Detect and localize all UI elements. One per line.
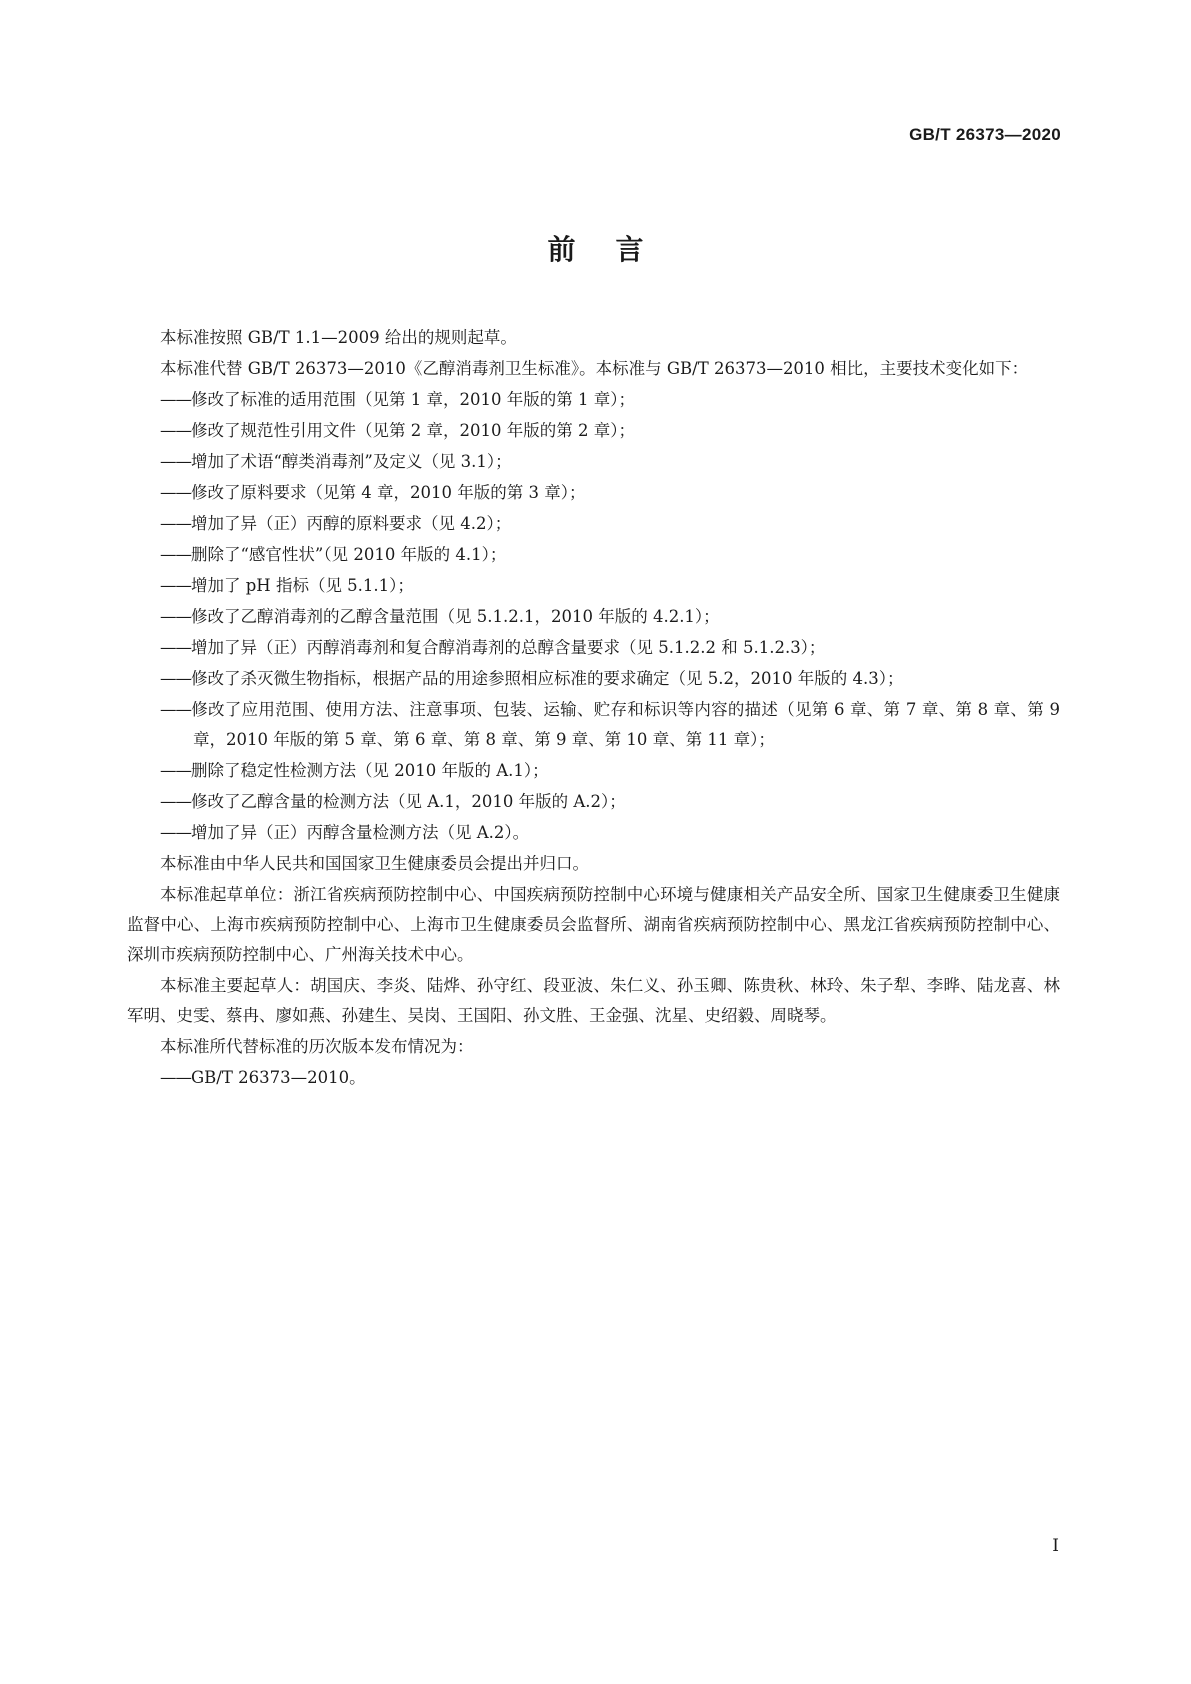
list-item (127, 385, 1060, 415)
list-item-text: 增加了术语“醇类消毒剂”及定义（见 3.1）； (191, 452, 512, 471)
dash-marker: —— (160, 390, 191, 409)
dash-marker: —— (160, 823, 191, 842)
dash-marker: —— (160, 761, 191, 780)
list-item-text: 增加了异（正）丙醇消毒剂和复合醇消毒剂的总醇含量要求（见 5.1.2.2 和 5.1.2.3）； (191, 638, 826, 657)
list-item (127, 756, 1060, 786)
list-item (127, 416, 1060, 446)
proposing-authority-paragraph: 本标准由中华人民共和国国家卫生健康委员会提出并归口。 (160, 854, 589, 873)
dash-marker: —— (160, 483, 191, 502)
list-item (127, 664, 1060, 694)
changes-list (127, 385, 1060, 848)
list-item-text: 修改了规范性引用文件（见第 2 章，2010 年版的第 2 章）； (191, 421, 635, 440)
list-item (127, 633, 1060, 663)
dash-marker: —— (160, 792, 191, 811)
list-item (127, 1063, 1060, 1093)
dash-marker: —— (160, 669, 191, 688)
list-item-text: 增加了异（正）丙醇的原料要求（见 4.2）； (191, 514, 512, 533)
list-item-text: 增加了异（正）丙醇含量检测方法（见 A.2）。 (191, 823, 530, 842)
page-title: 前言 (547, 233, 684, 266)
list-item (127, 571, 1060, 601)
list-item (127, 447, 1060, 477)
replacement-paragraph: 本标准代替 GB/T 26373—2010《乙醇消毒剂卫生标准》。本标准与 GB/T 26373—2010 相比，主要技术变化如下： (160, 359, 1029, 378)
dash-marker: —— (160, 545, 191, 564)
version-history-paragraph: 本标准所代替标准的历次版本发布情况为： (160, 1037, 474, 1056)
list-item (127, 602, 1060, 632)
list-item (127, 540, 1060, 570)
dash-marker: —— (160, 576, 191, 595)
list-item-text: 修改了原料要求（见第 4 章，2010 年版的第 3 章）； (191, 483, 586, 502)
list-item-text: 删除了稳定性检测方法（见 2010 年版的 A.1）； (191, 761, 549, 780)
dash-marker: —— (160, 607, 191, 626)
dash-marker: —— (160, 514, 191, 533)
list-item-text: 修改了应用范围、使用方法、注意事项、包装、运输、贮存和标识等内容的描述（见第 6 章、第 7 章、第 8 章、第 9 章，2010 年版的第 5 章、第 6 章、第 8 章、第 9 章、第 10 章、第 11 章）； (191, 700, 1060, 749)
previous-versions-list (127, 1063, 1060, 1093)
list-item-text: GB/T 26373—2010。 (191, 1068, 366, 1087)
dash-marker: —— (160, 1068, 191, 1087)
list-item-text: 修改了标准的适用范围（见第 1 章，2010 年版的第 1 章）； (191, 390, 635, 409)
drafting-rules-paragraph: 本标准按照 GB/T 1.1—2009 给出的规则起草。 (160, 328, 517, 347)
list-item (127, 509, 1060, 539)
list-item-text: 修改了乙醇含量的检测方法（见 A.1，2010 年版的 A.2）； (191, 792, 626, 811)
list-item-text: 删除了“感官性状”（见 2010 年版的 4.1）； (191, 545, 507, 564)
list-item-text: 修改了乙醇消毒剂的乙醇含量范围（见 5.1.2.1，2010 年版的 4.2.1）； (191, 607, 720, 626)
list-item (127, 787, 1060, 817)
drafters-paragraph: 本标准主要起草人：胡国庆、李炎、陆烨、孙守红、段亚波、朱仁义、孙玉卿、陈贵秋、林玲、朱子犁、李晔、陆龙喜、林军明、史雯、蔡冉、廖如燕、孙建生、吴岗、王国阳、孙文胜、王金强、沈星、史绍毅、周晓琴。 (127, 976, 1060, 1025)
dash-marker: —— (160, 700, 191, 719)
foreword-body (127, 323, 1060, 1094)
list-item-text: 增加了 pH 指标（见 5.1.1）； (191, 576, 414, 595)
dash-marker: —— (160, 421, 191, 440)
page-number: I (1052, 1536, 1059, 1556)
list-item (127, 818, 1060, 848)
list-item (127, 695, 1060, 755)
dash-marker: —— (160, 452, 191, 471)
list-item (127, 478, 1060, 508)
dash-marker: —— (160, 638, 191, 657)
standard-code: GB/T 26373—2020 (909, 125, 1061, 144)
list-item-text: 修改了杀灭微生物指标，根据产品的用途参照相应标准的要求确定（见 5.2，2010 年版的 4.3）； (191, 669, 904, 688)
drafting-units-paragraph: 本标准起草单位：浙江省疾病预防控制中心、中国疾病预防控制中心环境与健康相关产品安全所、国家卫生健康委卫生健康监督中心、上海市疾病预防控制中心、上海市卫生健康委员会监督所、湖南省疾病预防控制中心、黑龙江省疾病预防控制中心、深圳市疾病预防控制中心、广州海关技术中心。 (127, 885, 1060, 964)
